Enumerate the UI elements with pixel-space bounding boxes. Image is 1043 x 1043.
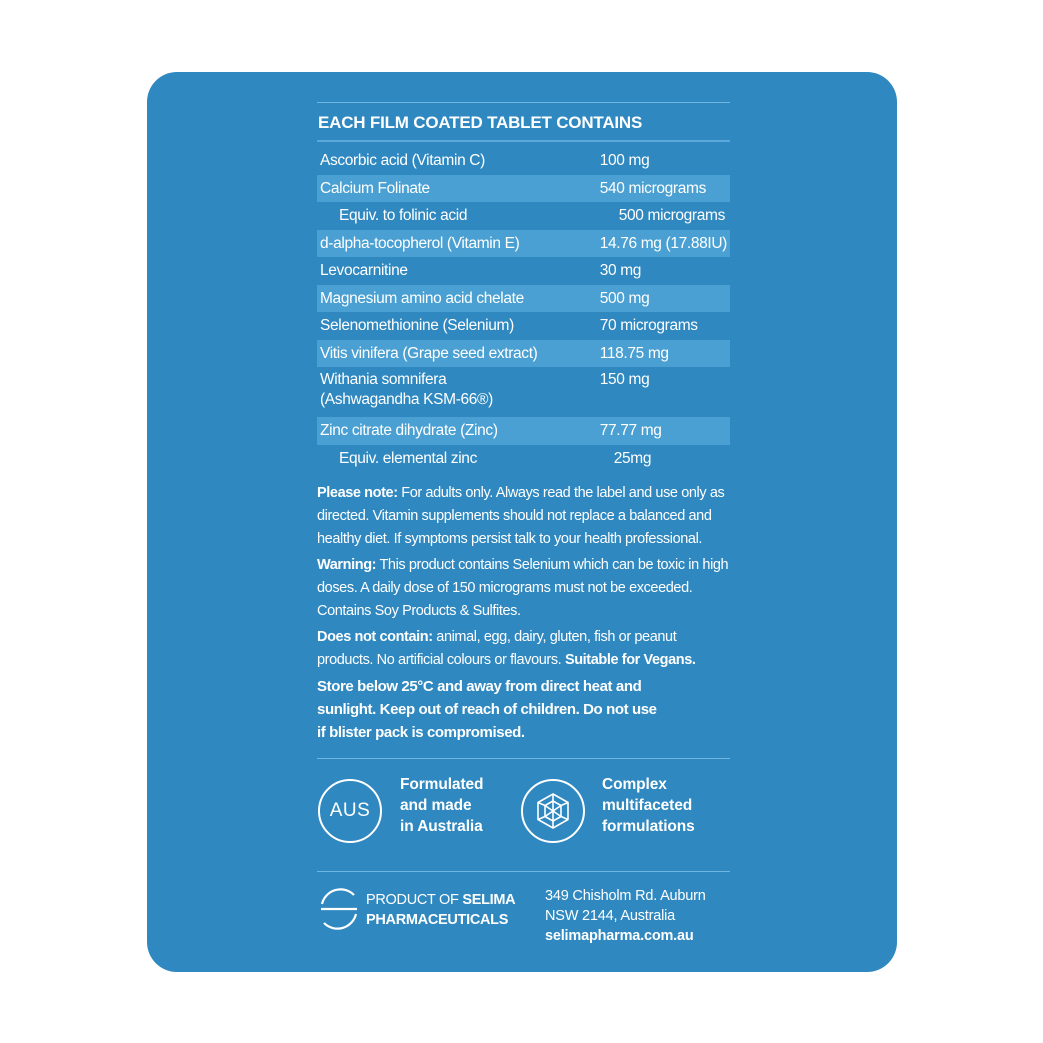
please-note-text: For adults only. Always read the label and use only as directed. Vitamin supplements should not replace a balanced and healthy diet. If symptoms persist talk to your health professional. [317, 485, 725, 547]
ingredient-name: Levocarnitine [320, 262, 408, 279]
table-row [317, 367, 730, 417]
ingredient-name: Vitis vinifera (Grape seed extract) [317, 340, 597, 368]
warning-paragraph [317, 554, 730, 623]
table-row [317, 312, 730, 340]
ingredients-table [317, 147, 730, 472]
ingredient-name: Selenomethionine (Selenium) [320, 317, 514, 334]
label-content [317, 102, 730, 962]
product-of-text: PRODUCT OF [366, 892, 459, 908]
table-row [317, 445, 730, 473]
vegan-text: Suitable for Vegans. [564, 652, 696, 668]
storage-line: if blister pack is compromised. [317, 724, 525, 741]
website-text: selimapharma.com.au [545, 928, 694, 944]
does-not-contain-label: Does not contain: [317, 629, 433, 645]
ingredient-amount: 118.75 mg [597, 340, 730, 368]
ingredient-name: Magnesium amino acid chelate [317, 285, 597, 313]
does-not-contain-paragraph [317, 626, 730, 672]
please-note-label: Please note: [317, 485, 398, 501]
ingredient-amount: 500 micrograms [618, 207, 725, 224]
ingredient-amount: 540 micrograms [597, 175, 730, 203]
supplement-label-panel [147, 72, 897, 972]
company-line1 [366, 890, 515, 910]
label-notes [317, 482, 730, 744]
ingredient-name: Calcium Folinate [317, 175, 597, 203]
ingredient-amount: 70 micrograms [599, 317, 698, 334]
ingredient-amount: 150 mg [599, 371, 650, 388]
table-row [317, 257, 730, 285]
ingredient-amount: 30 mg [599, 262, 642, 279]
ingredient-name-line1: Withania somnifera [320, 371, 447, 388]
table-row [317, 175, 730, 203]
aus-badge-label: AUS [329, 800, 371, 821]
ingredient-name: Zinc citrate dihydrate (Zinc) [317, 417, 597, 445]
table-row [317, 230, 730, 258]
ingredient-name: d-alpha-tocopherol (Vitamin E) [317, 230, 597, 258]
badges-row [317, 759, 730, 871]
warning-label: Warning: [317, 557, 377, 573]
ingredient-amount: 500 mg [597, 285, 730, 313]
ingredient-name-line2: (Ashwagandha KSM-66®) [320, 391, 493, 408]
ingredient-name: Equiv. to folinic acid [339, 207, 468, 224]
ingredient-amount: 77.77 mg [597, 417, 730, 445]
ingredient-name: Equiv. elemental zinc [339, 449, 477, 467]
storage-line: Store below 25°C and away from direct heat and [317, 678, 642, 695]
ingredient-name: Ascorbic acid (Vitamin C) [320, 152, 485, 169]
ingredient-amount: 25mg [613, 449, 652, 467]
ingredient-amount: 100 mg [599, 152, 650, 169]
table-row [317, 202, 730, 230]
complex-badge-text [602, 774, 732, 837]
ingredients-heading: EACH FILM COATED TABLET CONTAINS [318, 113, 643, 132]
table-row [317, 147, 730, 175]
selima-logo-icon [317, 886, 361, 937]
ingredient-amount: 14.76 mg (17.88IU) [597, 230, 730, 258]
complex-line: formulations [602, 818, 695, 835]
pharmaceuticals-text: PHARMACEUTICALS [366, 912, 509, 928]
complex-line: Complex [602, 776, 667, 793]
company-address [545, 886, 706, 946]
ingredient-name [317, 367, 597, 417]
formulated-line: and made [400, 797, 472, 814]
table-row [317, 417, 730, 445]
formulated-line: Formulated [400, 776, 484, 793]
aus-badge-icon [318, 779, 382, 843]
hexagon-cube-icon [521, 779, 585, 843]
address-line: 349 Chisholm Rd. Auburn [545, 888, 706, 904]
complex-line: multifaceted [602, 797, 693, 814]
label-footer [317, 872, 730, 962]
storage-line: sunlight. Keep out of reach of children. Do not use [317, 701, 657, 718]
please-note-paragraph [317, 482, 730, 551]
table-row [317, 340, 730, 368]
formulated-badge-text [400, 774, 510, 837]
heading-rule [317, 140, 730, 142]
selima-text: SELIMA [462, 892, 516, 908]
storage-instructions [317, 675, 730, 744]
table-row [317, 285, 730, 313]
address-line: NSW 2144, Australia [545, 908, 675, 924]
does-not-contain-text: animal, egg, dairy, gluten, fish or peanut products. No artificial colours or flavours. [317, 629, 677, 668]
formulated-line: in Australia [400, 818, 483, 835]
warning-text: This product contains Selenium which can be toxic in high doses. A daily dose of 150 micrograms must not be exceeded. Contains Soy Products & Sulfites. [317, 557, 729, 619]
company-name [366, 890, 515, 930]
